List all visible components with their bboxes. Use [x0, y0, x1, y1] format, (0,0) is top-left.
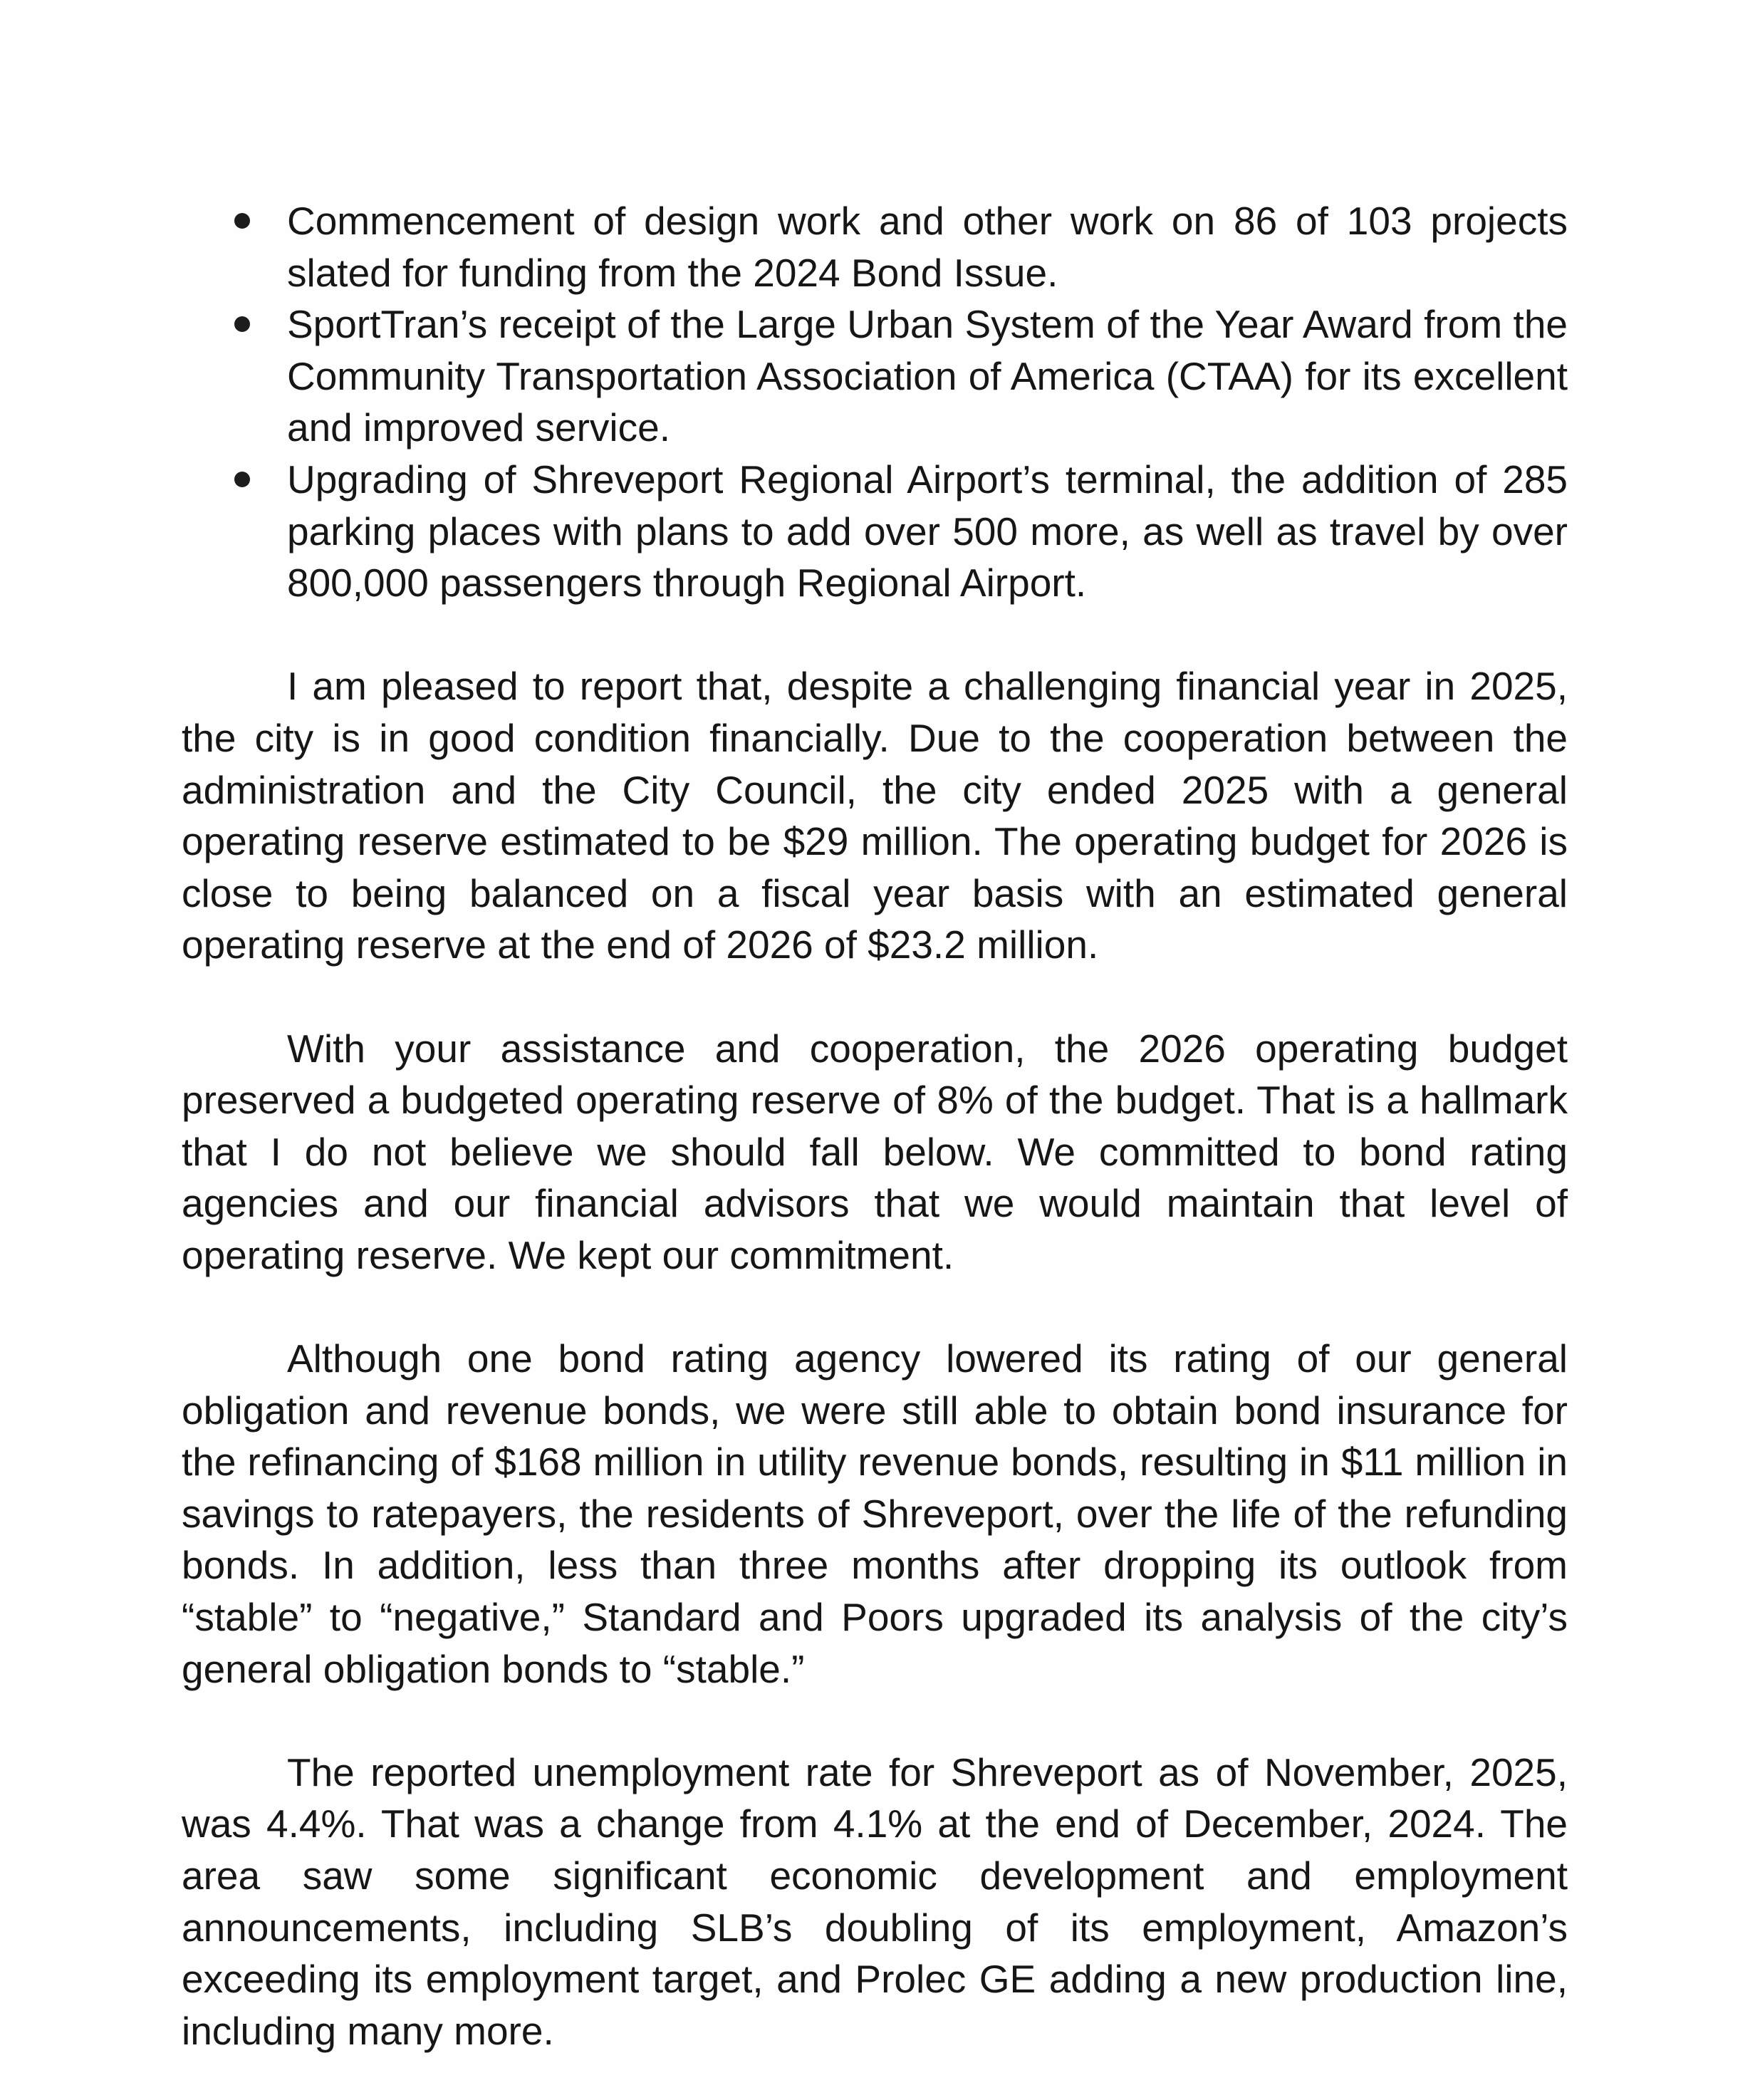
bullet-icon: [234, 472, 250, 487]
bullet-icon: [234, 213, 250, 229]
accomplishments-list: [182, 195, 1568, 609]
paragraph-operating-reserve: With your assistance and cooperation, the 2026 operating budget preserved a budgeted operating reserve of 8% of the budget. That is a hallmark that I do not believe we should fall below. We committed to bond rating agencies and our financial advisors that we would maintain that level of operating reserve. We kept our commitment.: [182, 1026, 1568, 1277]
list-item-text: Upgrading of Shreveport Regional Airport’s terminal, the addition of 285 parking places with plans to add over 500 more, as well as travel by over 800,000 passengers through Regional Airport.: [287, 457, 1568, 605]
list-item: [182, 298, 1568, 454]
paragraph-bond-rating: Although one bond rating agency lowered its rating of our general obligation and revenue bonds, we were still able to obtain bond insurance for the refinancing of $168 million in utility revenue bonds, resulting in $11 million in savings to ratepayers, the residents of Shreveport, over the life of the refunding bonds. In addition, less than three months after dropping its outlook from “stable” to “negative,” Standard and Poors upgraded its analysis of the city’s general obligation bonds to “stable.”: [182, 1336, 1568, 1691]
bullet-icon: [234, 316, 250, 332]
list-item-text: Commencement of design work and other work on 86 of 103 projects slated for funding from the 2024 Bond Issue.: [287, 199, 1568, 295]
list-item: [182, 454, 1568, 609]
list-item-text: SportTran’s receipt of the Large Urban System of the Year Award from the Community Transportation Association of America (CTAA) for its excellent and improved service.: [287, 302, 1568, 450]
document-body: [182, 195, 1568, 2057]
paragraph-financial-condition: I am pleased to report that, despite a challenging financial year in 2025, the city is in good condition financially. Due to the cooperation between the administration and the City Council, the city ended 2025 with a general operating reserve estimated to be $29 million. The operating budget for 2026 is close to being balanced on a fiscal year basis with an estimated general operating reserve at the end of 2026 of $23.2 million.: [182, 664, 1568, 967]
list-item: [182, 195, 1568, 298]
paragraph-unemployment: The reported unemployment rate for Shreveport as of November, 2025, was 4.4%. That was a change from 4.1% at the end of December, 2024. The area saw some significant economic development and employment announcements, including SLB’s doubling of its employment, Amazon’s exceeding its employment target, and Prolec GE adding a new production line, including many more.: [182, 1750, 1568, 2053]
